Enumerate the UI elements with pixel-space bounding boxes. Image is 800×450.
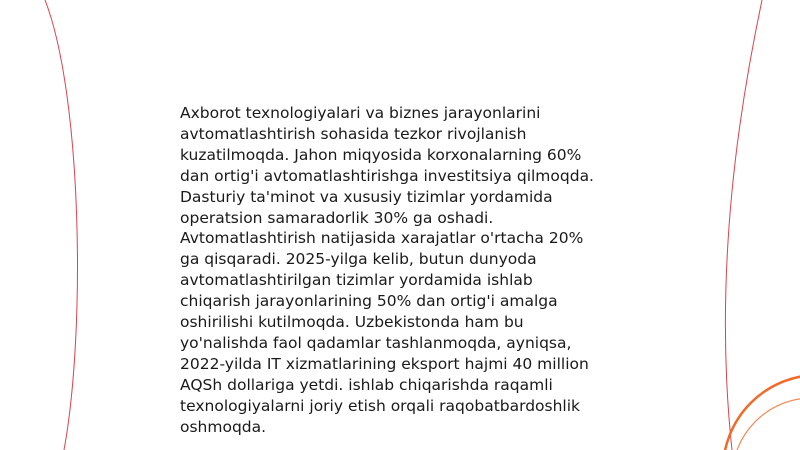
orange-arc-outer — [723, 375, 800, 450]
right-decorative-curve — [725, 0, 762, 450]
left-decorative-curve — [45, 0, 77, 450]
body-paragraph: Axborot texnologiyalari va biznes jarayonlarini avtomatlashtirish sohasida tezkor rivojlanish kuzatilmoqda. Jahon miqyosida korxonalarning 60% dan ortig'i avtomatlashtirishga investitsiya qilmoqda. Dasturiy ta'minot va xususiy tizimlar yordamida operatsion samaradorlik 30% ga oshadi. Avtomatlashtirish natijasida xarajatlar o'rtacha 20% ga qisqaradi. 2025-yilga kelib, butun dunyoda avtomatlashtirilgan tizimlar yordamida ishlab chiqarish jarayonlarining 50% dan ortig'i amalga oshirilishi kutilmoqda. Uzbekistonda ham bu yo'nalishda faol qadamlar tashlanmoqda, ayniqsa, 2022-yilda IT xizmatlarining eksport hajmi 40 million AQSh dollariga yetdi. ishlab chiqarishda raqamli texnologiyalarni joriy etish orqali raqobatbardoshlik oshmoqda. — [180, 104, 594, 436]
orange-arc-inner — [732, 398, 800, 450]
